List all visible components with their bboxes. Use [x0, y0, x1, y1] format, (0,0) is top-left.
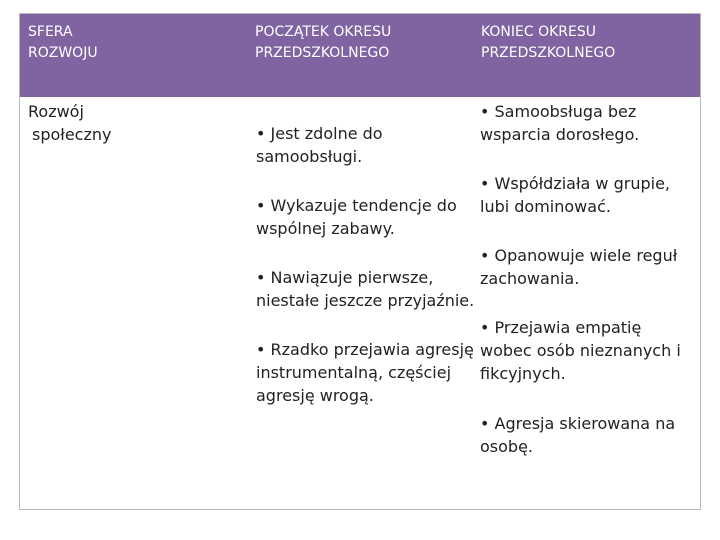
end-item-2-line2: lubi dominować.	[480, 197, 611, 216]
end-item	[480, 172, 702, 218]
start-item-3-line1: • Nawiązuje pierwsze,	[256, 268, 434, 287]
end-item	[480, 100, 702, 146]
header-sphere	[28, 22, 228, 64]
start-item-4-line3: agresję wrogą.	[256, 386, 374, 405]
start-item-2-line1: • Wykazuje tendencje do	[256, 196, 457, 215]
end-item-5-line1: • Agresja skierowana na	[480, 414, 676, 433]
row-label	[28, 100, 111, 146]
header-sphere-line2: ROZWOJU	[28, 45, 98, 61]
end-item-3-line2: zachowania.	[480, 269, 580, 288]
header-start-line2: PRZEDSZKOLNEGO	[255, 45, 390, 61]
end-item-5-line2: osobę.	[480, 437, 533, 456]
start-item-2-line2: wspólnej zabawy.	[256, 219, 395, 238]
row-label-line1: Rozwój	[28, 102, 84, 121]
row-label-line2: społeczny	[32, 125, 112, 144]
end-item-1-line1: • Samoobsługa bez	[480, 102, 637, 121]
header-start-line1: POCZĄTEK OKRESU	[255, 24, 392, 40]
table-header	[20, 14, 700, 97]
start-item-1-line2: samoobsługi.	[256, 147, 363, 166]
start-item-4-line1: • Rzadko przejawia agresję	[256, 340, 474, 359]
start-item	[256, 122, 481, 168]
end-item-2-line1: • Współdziała w grupie,	[480, 174, 670, 193]
header-start	[255, 22, 475, 64]
start-item-1-line1: • Jest zdolne do	[256, 124, 383, 143]
end-item	[480, 412, 702, 458]
end-item-3-line1: • Opanowuje wiele reguł	[480, 246, 678, 265]
end-item-1-line2: wsparcia dorosłego.	[480, 125, 640, 144]
start-item-3-line2: niestałe jeszcze przyjaźnie.	[256, 291, 475, 310]
start-item-4-line2: instrumentalną, częściej	[256, 363, 452, 382]
start-item	[256, 266, 481, 312]
end-item-4-line3: fikcyjnych.	[480, 364, 566, 383]
header-end	[481, 22, 696, 64]
start-item	[256, 338, 481, 407]
start-item	[256, 194, 481, 240]
end-item	[480, 244, 702, 290]
end-item-4-line2: wobec osób nieznanych i	[480, 341, 681, 360]
header-end-line1: KONIEC OKRESU	[481, 24, 597, 40]
development-table	[19, 13, 701, 510]
end-item-4-line1: • Przejawia empatię	[480, 318, 642, 337]
end-item	[480, 316, 702, 385]
header-sphere-line1: SFERA	[28, 24, 73, 40]
header-end-line2: PRZEDSZKOLNEGO	[481, 45, 616, 61]
